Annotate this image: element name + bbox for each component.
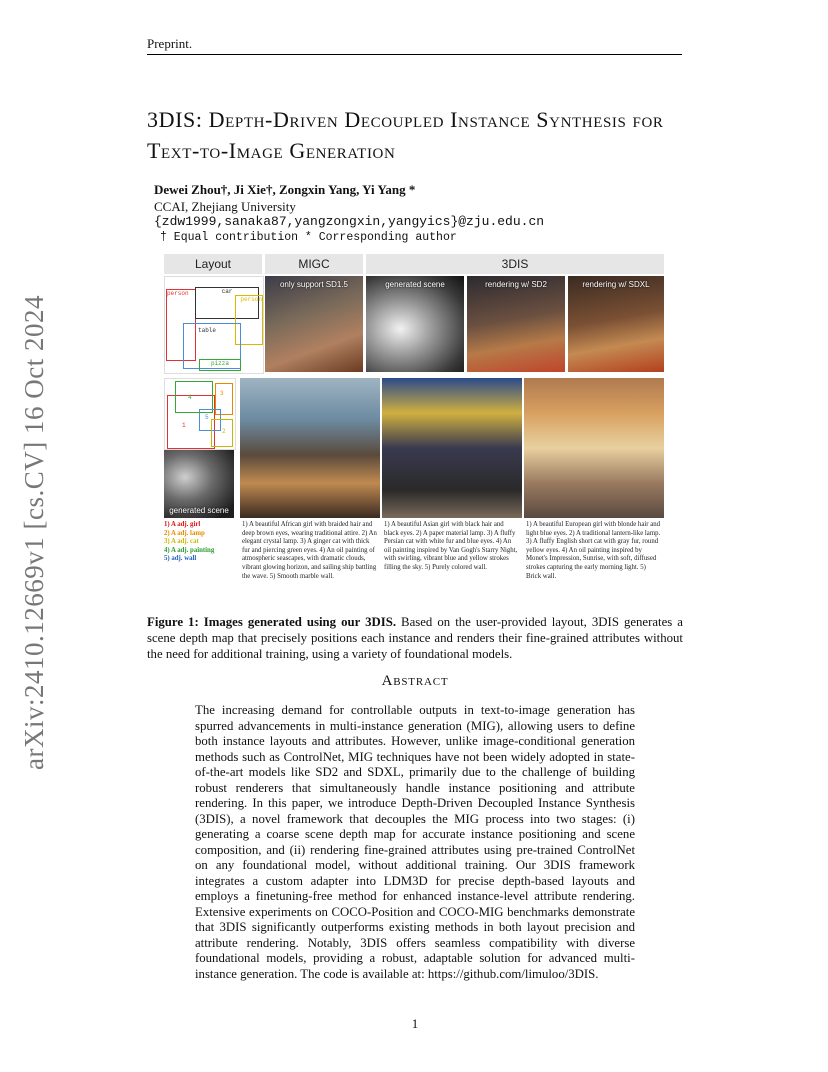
header-migc: MIGC xyxy=(265,254,363,274)
abstract-body: The increasing demand for controllable outputs in text-to-image generation has spurred advancements in multi-instance generation (MIG), allowing users to define both instance layouts and attributes. However, unlike image-conditional generation methods such as ControlNet, MIG techniques have not been widely adopted in state-of-the-art models like SD2 and SDXL, primarily due to the challenge of building robust renderers that simultaneously handle instance positioning and attribute rendering. In this paper, we introduce Depth-Driven Decoupled Instance Synthesis (3DIS), a novel framework that decouples the MIG process into two stages: (i) generating a coarse scene depth map for accurate instance positioning and scene composition, and (ii) rendering fine-grained attributes using pre-trained ControlNet on any foundational model, without additional training. Our 3DIS framework integrates a custom adapter into LDM3D for precise depth-based layouts and employs a finetuning-free method for enhanced instance-level attribute rendering. Extensive experiments on COCO-Position and COCO-MIG benchmarks demonstrate that 3DIS significantly outperforms existing methods in both layout precision and attribute rendering. Notably, 3DIS offers seamless compatibility with diverse foundational models, providing a robust, adaptable solution for advanced multi-instance generation. The code is available at: https://github.com/limuloo/3DIS. xyxy=(195,703,635,981)
description-asian: 1) A beautiful Asian girl with black hair and black eyes. 2) A paper material lamp. 3) A fluffy Persian cat with white fur and blue eyes. 4) An oil painting inspired by Van Gogh's Starry Night, with swirling, vibrant blue and yellow strokes filling the sky. 5) Purely colored wall. xyxy=(384,521,518,571)
emails: {zdw1999,sanaka87,yangzongxin,yangyics}@zju.edu.cn xyxy=(154,214,545,229)
arxiv-watermark: arXiv:2410.12669v1 [cs.CV] 16 Oct 2024 xyxy=(19,295,49,770)
contribution-footnote: † Equal contribution * Corresponding author xyxy=(160,231,457,244)
layout-box-1: 1 xyxy=(167,395,215,449)
african-girl-render xyxy=(240,378,380,518)
layout-diagram-bottom xyxy=(164,378,236,450)
depth-scene-image xyxy=(366,276,464,372)
caption-scene: generated scene xyxy=(385,280,445,289)
prompt-2: 2) A adj. lamp xyxy=(164,529,205,537)
layout-box-car: car xyxy=(195,287,259,319)
migc-image xyxy=(265,276,363,372)
figure-caption-text: Based on the user-provided layout, 3DIS generates a scene depth map that precisely positions each instance and renders their fine-grained attributes without the need for additional training, using a variety of foundational models. xyxy=(147,615,683,661)
description-european: 1) A beautiful European girl with blonde hair and light blue eyes. 2) A traditional lantern-like lamp. 3) A fluffy English short cat with gray fur, round yellow eyes. 4) An oil painting inspired by Monet's Impression, Sunrise, with soft, diffused strokes capturing the early morning light. 5) Brick wall. xyxy=(526,521,661,580)
page-number: 1 xyxy=(411,1016,419,1031)
european-girl-render xyxy=(524,378,664,518)
layout-box-table: table xyxy=(183,323,241,369)
layout-box-5: 5 xyxy=(199,409,221,431)
authors: Dewei Zhou†, Ji Xie†, Zongxin Yang, Yi Yang * xyxy=(154,182,416,197)
caption-sd2: rendering w/ SD2 xyxy=(485,280,547,289)
caption-sdxl: rendering w/ SDXL xyxy=(582,280,650,289)
asian-girl-render xyxy=(382,378,522,518)
prompt-1: 1) A adj. girl xyxy=(164,521,201,528)
layout-box-3: 3 xyxy=(215,383,233,415)
layout-box-pizza: pizza xyxy=(199,359,241,371)
prompt-5: 5) adj. wall xyxy=(164,555,197,563)
header-rule xyxy=(147,54,682,55)
paper-title: 3DIS: Depth-Driven Decoupled Instance Synthesis for Text-to-Image Generation xyxy=(147,107,664,163)
prompt-template xyxy=(164,521,236,564)
prompt-3: 3) A adj. cat xyxy=(164,538,199,546)
prompt-4: 4) A adj. painting xyxy=(164,546,215,554)
layout-box-person: person xyxy=(166,289,196,361)
layout-diagram-top xyxy=(164,276,264,374)
sdxl-render-image xyxy=(568,276,664,372)
layout-box-4: 4 xyxy=(175,381,213,413)
figure-caption-bold: Figure 1: Images generated using our 3DIS. xyxy=(147,615,397,629)
layout-box-2: 2 xyxy=(211,419,233,447)
caption-generated-scene: generated scene xyxy=(169,506,229,515)
header-layout: Layout xyxy=(164,254,262,274)
description-african: 1) A beautiful African girl with braided hair and deep brown eyes, wearing traditional attire. 2) An elegant crystal lamp. 3) A ginger cat with thick fur and piercing green eyes. 4) An oil painting of atmospheric seascapes, with dramatic clouds, vibrant glowing horizon, and sailing ship battling the wave. 5) Smooth marble wall. xyxy=(242,521,377,580)
abstract-title: Abstract xyxy=(381,673,449,689)
layout-box-person-2: person xyxy=(235,295,263,345)
affiliation: CCAI, Zhejiang University xyxy=(154,199,296,214)
caption-migc: only support SD1.5 xyxy=(279,280,349,289)
figure-caption xyxy=(147,614,683,662)
sd2-render-image xyxy=(467,276,565,372)
header-3dis: 3DIS xyxy=(366,254,664,274)
running-header: Preprint. xyxy=(147,36,193,51)
generated-scene-depth xyxy=(164,450,234,518)
